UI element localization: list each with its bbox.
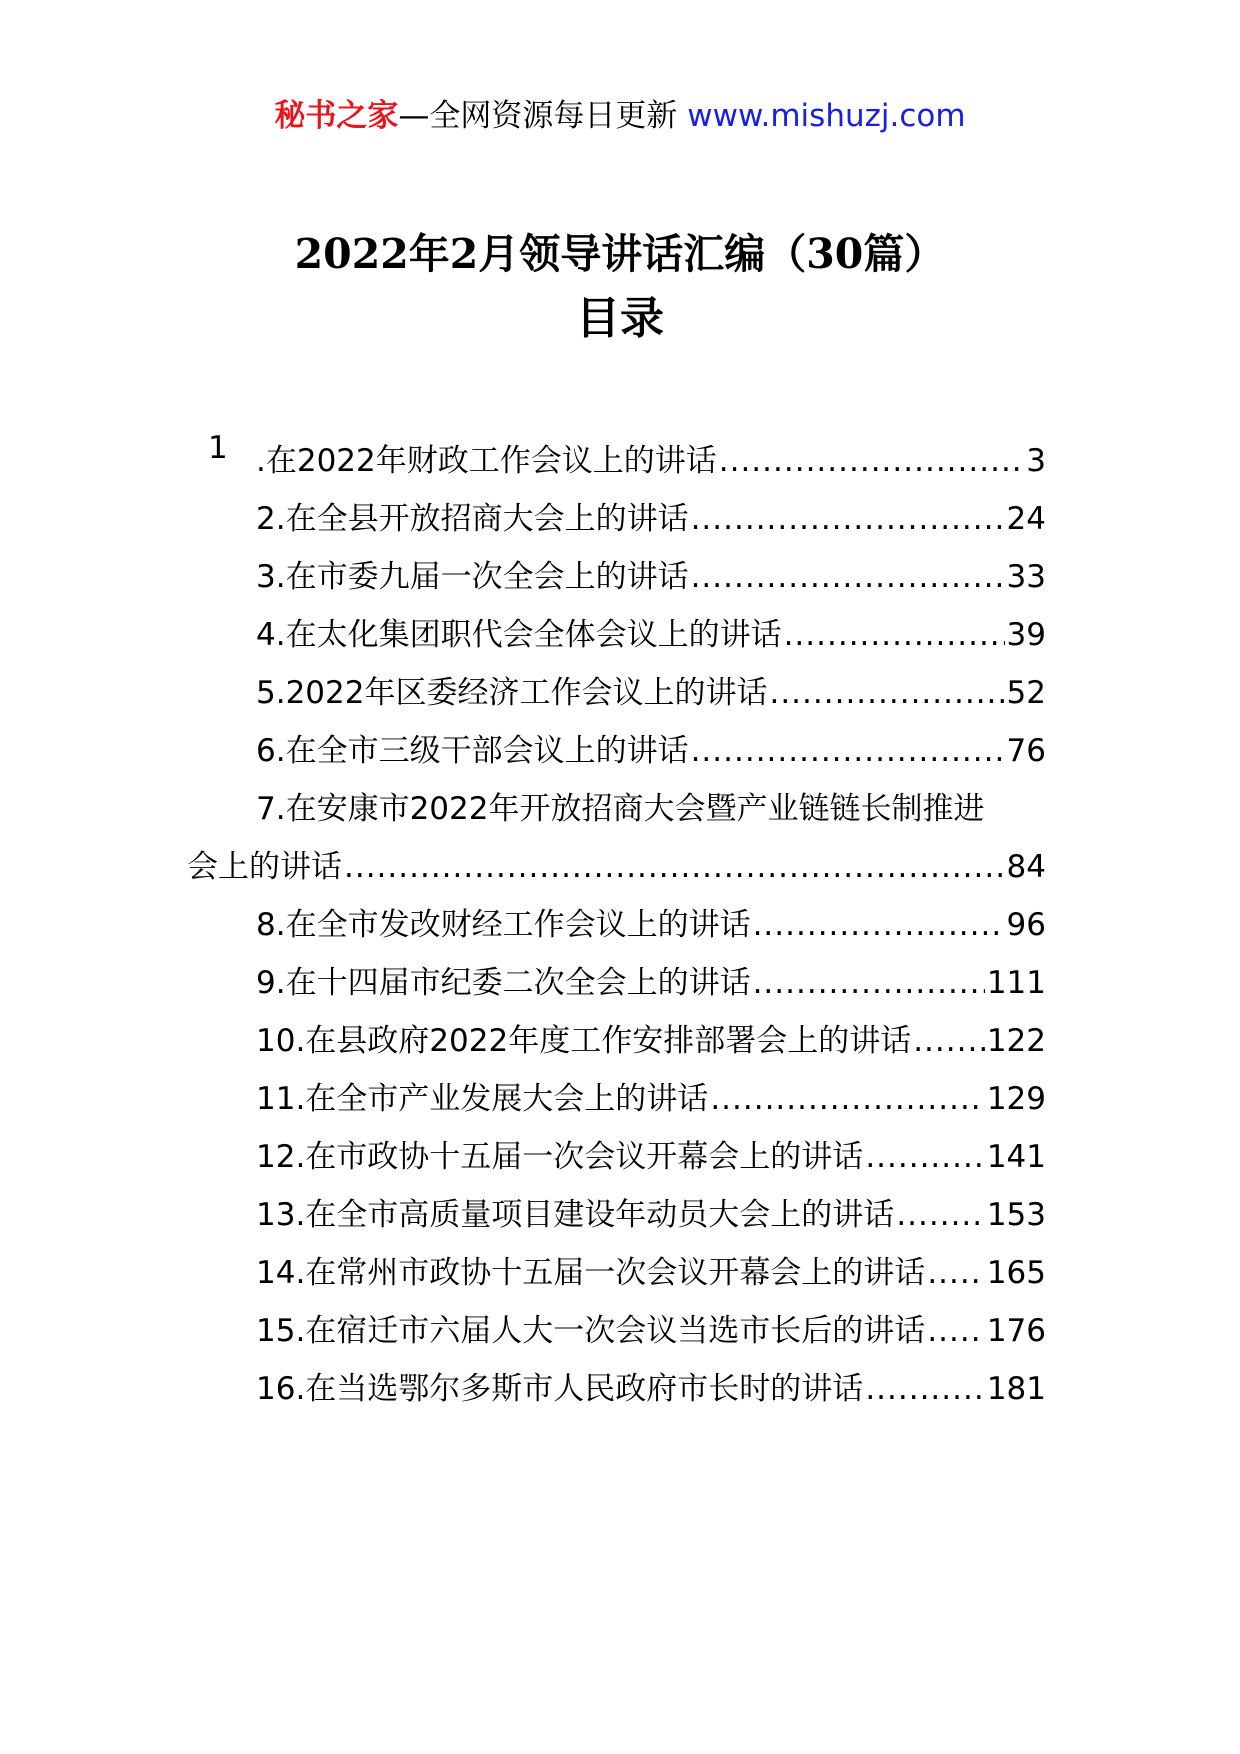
toc-entry-title: 15.在宿迁市六届人大一次会议当选市长后的讲话 bbox=[256, 1313, 926, 1349]
toc-entry[interactable] bbox=[256, 730, 1046, 772]
toc-entry[interactable] bbox=[256, 788, 1046, 830]
dot-leader bbox=[344, 846, 1005, 888]
toc-entry-page: 52 bbox=[1006, 675, 1046, 711]
toc-entry-page: 165 bbox=[986, 1255, 1046, 1291]
toc-entry-title: 16.在当选鄂尔多斯市人民政府市长时的讲话 bbox=[256, 1371, 864, 1407]
toc-entry-page: 122 bbox=[986, 1023, 1046, 1059]
toc-entry-title: 会上的讲话 bbox=[187, 849, 342, 885]
toc-entry[interactable] bbox=[256, 1194, 1046, 1236]
dot-leader bbox=[691, 556, 1005, 598]
toc-entry[interactable] bbox=[256, 440, 1046, 482]
toc-entry-page: 141 bbox=[986, 1139, 1046, 1175]
toc-entry-title: 10.在县政府2022年度工作安排部署会上的讲话 bbox=[256, 1023, 912, 1059]
toc-entry[interactable] bbox=[256, 1020, 1046, 1062]
toc-entry-title: .在2022年财政工作会议上的讲话 bbox=[256, 443, 717, 479]
toc-entry-title: 14.在常州市政协十五届一次会议开幕会上的讲话 bbox=[256, 1255, 926, 1291]
toc-entry[interactable] bbox=[256, 1252, 1046, 1294]
dot-leader bbox=[769, 672, 1004, 714]
toc-entry-title: 4.在太化集团职代会全体会议上的讲话 bbox=[256, 617, 782, 653]
toc-entry-title: 6.在全市三级干部会议上的讲话 bbox=[256, 733, 689, 769]
toc-first-marker: 1 bbox=[208, 430, 228, 466]
toc-entry-page: 96 bbox=[1006, 907, 1046, 943]
dot-leader bbox=[753, 962, 985, 1004]
dot-leader bbox=[865, 1136, 985, 1178]
toc-entry[interactable] bbox=[256, 1368, 1046, 1410]
toc-entry[interactable] bbox=[256, 1078, 1046, 1120]
toc-entry-title: 13.在全市高质量项目建设年动员大会上的讲话 bbox=[256, 1197, 895, 1233]
toc-entry-page: 39 bbox=[1006, 617, 1046, 653]
toc-heading: 目录 bbox=[576, 293, 664, 344]
toc-entry-title: 7.在安康市2022年开放招商大会暨产业链链长制推进 bbox=[256, 791, 985, 827]
toc-entry-title: 2.在全县开放招商大会上的讲话 bbox=[256, 501, 689, 537]
dot-leader bbox=[865, 1368, 985, 1410]
dot-leader bbox=[784, 614, 1005, 656]
document-title: 2022年2月领导讲话汇编（30篇） bbox=[294, 230, 946, 278]
header-tagline: —全网资源每日更新 bbox=[398, 98, 688, 134]
toc-entry[interactable] bbox=[256, 962, 1046, 1004]
toc-entry[interactable] bbox=[256, 1136, 1046, 1178]
toc-entry-page: 84 bbox=[1006, 849, 1046, 885]
toc-entry-page: 181 bbox=[986, 1371, 1046, 1407]
toc-entry-page: 33 bbox=[1006, 559, 1046, 595]
dot-leader bbox=[913, 1020, 985, 1062]
toc-entry-continuation[interactable] bbox=[187, 846, 1046, 888]
toc-entry[interactable] bbox=[256, 556, 1046, 598]
dot-leader bbox=[691, 498, 1005, 540]
toc-entry-page: 3 bbox=[1026, 443, 1046, 479]
toc-entry-title: 3.在市委九届一次全会上的讲话 bbox=[256, 559, 689, 595]
toc-entry-title: 9.在十四届市纪委二次全会上的讲话 bbox=[256, 965, 751, 1001]
toc-entry-page: 111 bbox=[986, 965, 1046, 1001]
toc-entry-title: 12.在市政协十五届一次会议开幕会上的讲话 bbox=[256, 1139, 864, 1175]
brand-name: 秘书之家 bbox=[274, 98, 399, 134]
toc-entry-page: 24 bbox=[1006, 501, 1046, 537]
toc-entry-page: 153 bbox=[986, 1197, 1046, 1233]
toc-entry[interactable] bbox=[256, 498, 1046, 540]
dot-leader bbox=[927, 1310, 985, 1352]
dot-leader bbox=[753, 904, 1005, 946]
toc-entry-page: 76 bbox=[1006, 733, 1046, 769]
toc-entry-title: 5.2022年区委经济工作会议上的讲话 bbox=[256, 675, 768, 711]
dot-leader bbox=[691, 730, 1005, 772]
toc-entry-page: 176 bbox=[986, 1313, 1046, 1349]
toc-entry-title: 11.在全市产业发展大会上的讲话 bbox=[256, 1081, 709, 1117]
dot-leader bbox=[896, 1194, 985, 1236]
toc-entry[interactable] bbox=[256, 672, 1046, 714]
toc-entry-page: 129 bbox=[986, 1081, 1046, 1117]
toc-entry-title: 8.在全市发改财经工作会议上的讲话 bbox=[256, 907, 751, 943]
toc-entry[interactable] bbox=[256, 614, 1046, 656]
dot-leader bbox=[710, 1078, 985, 1120]
toc-entry[interactable] bbox=[256, 904, 1046, 946]
toc-entry[interactable] bbox=[256, 1310, 1046, 1352]
site-url-link[interactable]: www.mishuzj.com bbox=[687, 98, 966, 134]
dot-leader bbox=[927, 1252, 985, 1294]
dot-leader bbox=[719, 440, 1025, 482]
